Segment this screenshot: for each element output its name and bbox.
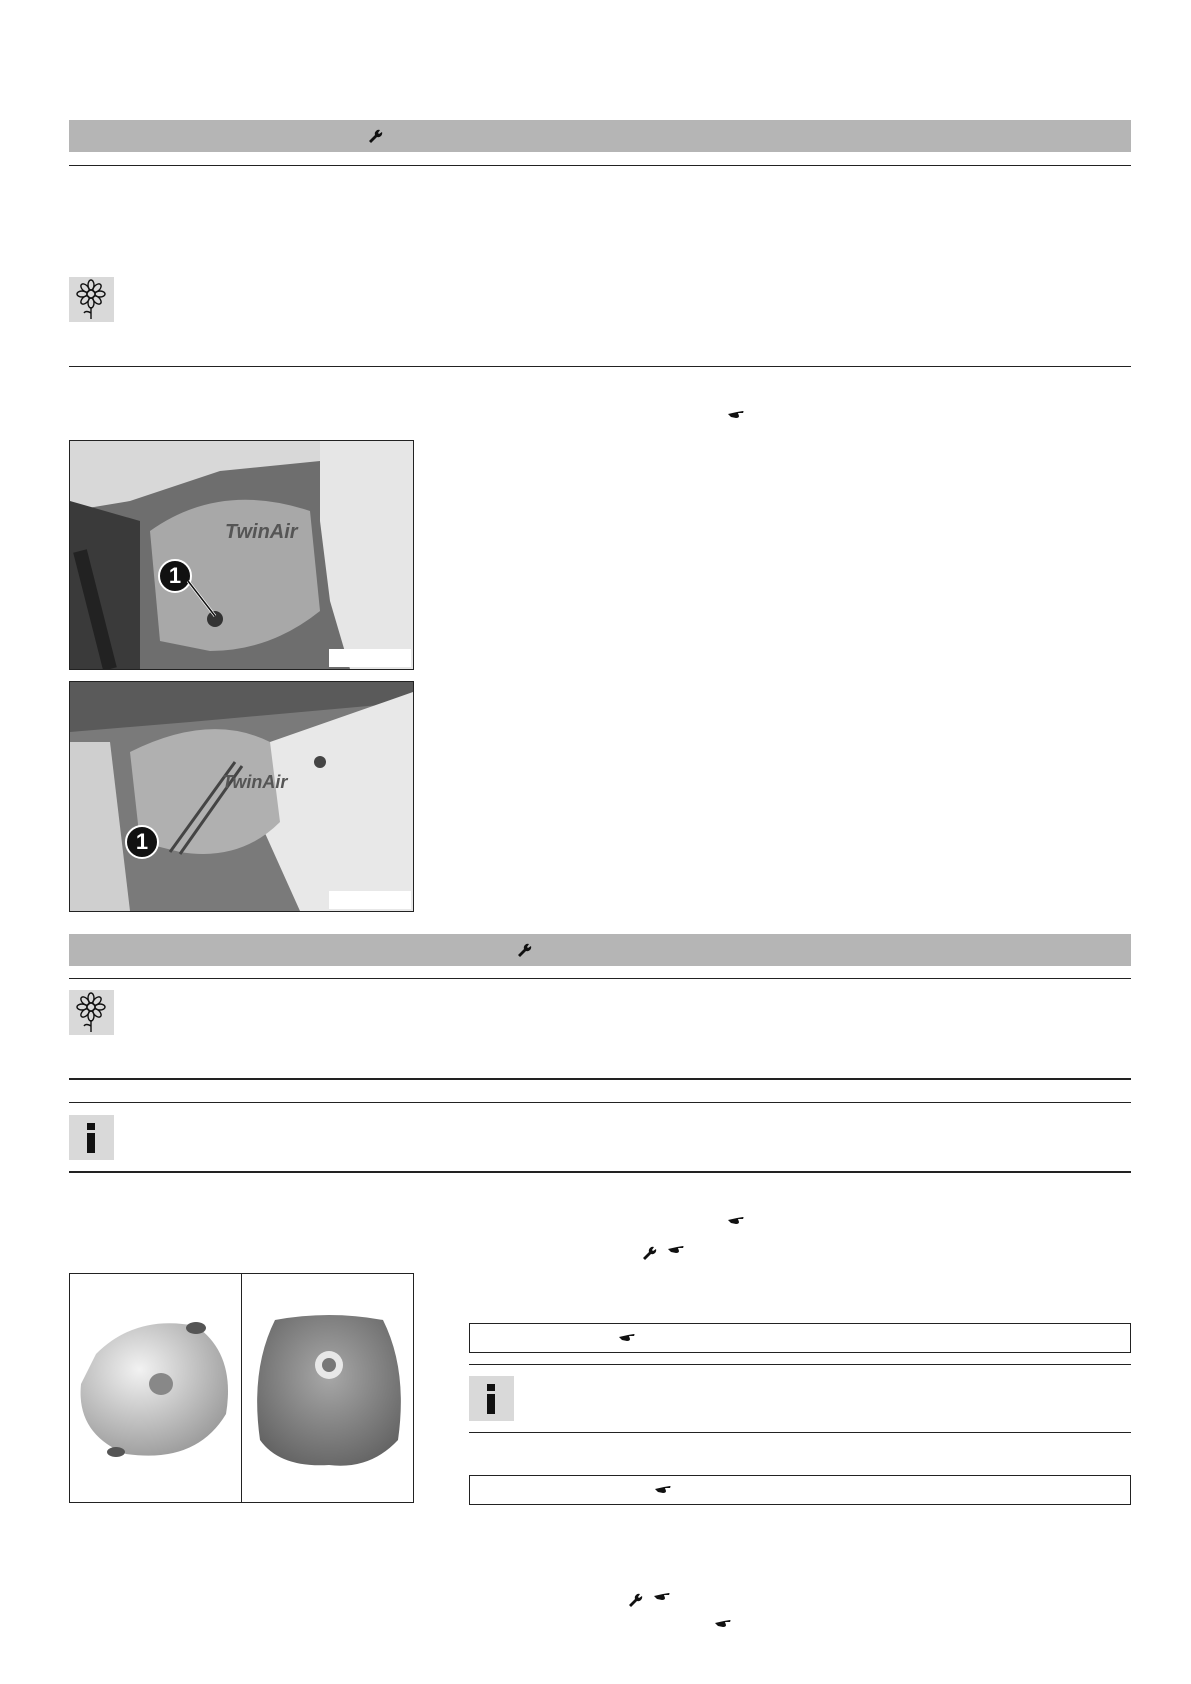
photo-brand-text: TwinAir — [225, 521, 298, 543]
divider — [69, 165, 1131, 166]
flower-icon — [69, 277, 114, 322]
pointing-hand-icon — [727, 1215, 745, 1225]
photo-air-filter-box-2 — [69, 681, 414, 912]
info-icon — [69, 1115, 114, 1160]
filter-sponge-right — [250, 1310, 408, 1470]
pointing-hand-icon — [727, 409, 745, 419]
pointing-hand-icon — [667, 1244, 685, 1254]
pointing-hand-icon — [618, 1332, 636, 1342]
wrench-icon — [641, 1245, 657, 1261]
pointing-hand-icon — [714, 1618, 732, 1628]
info-tile-2 — [469, 1376, 514, 1421]
divider — [69, 1102, 1131, 1103]
divider — [69, 978, 1131, 979]
wrench-icon — [516, 942, 532, 958]
pointing-hand-icon — [654, 1484, 672, 1494]
divider — [69, 1078, 1131, 1080]
callout-number: 1 — [158, 559, 192, 593]
photo-air-filter-box-1 — [69, 440, 414, 670]
info-tile-1 — [69, 1115, 114, 1160]
divider — [469, 1432, 1131, 1433]
photo-label-box — [329, 649, 411, 667]
photo-air-filter-pair — [69, 1273, 414, 1503]
photo-divider — [241, 1274, 242, 1502]
pointing-hand-icon — [653, 1591, 671, 1601]
tip-tile-1 — [69, 277, 114, 322]
wrench-icon — [367, 128, 383, 144]
photo-illustration — [70, 682, 413, 911]
filter-sponge-left — [76, 1314, 236, 1464]
reference-box-2 — [469, 1475, 1131, 1505]
flower-icon — [69, 990, 114, 1035]
wrench-icon — [627, 1592, 643, 1608]
divider — [469, 1364, 1131, 1365]
callout-leader-line — [70, 441, 413, 669]
reference-box-1 — [469, 1323, 1131, 1353]
divider — [69, 366, 1131, 367]
photo-brand-text: TwinAir — [222, 772, 288, 792]
callout-number: 1 — [125, 825, 159, 859]
section-header-bar-1 — [69, 120, 1131, 152]
divider — [69, 1171, 1131, 1173]
tip-tile-2 — [69, 990, 114, 1035]
section-header-bar-2 — [69, 934, 1131, 966]
info-icon — [469, 1376, 514, 1421]
photo-label-box — [329, 891, 411, 909]
